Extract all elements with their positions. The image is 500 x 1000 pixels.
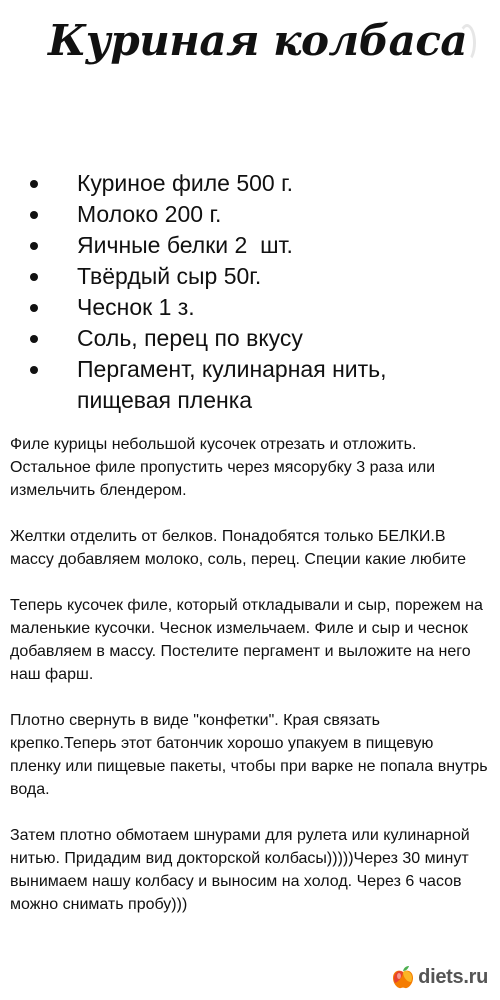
instruction-paragraph: Теперь кусочек филе, который откладывали и сыр, порежем на маленькие кусочки. Чеснок измельчаем. Филе и сыр и чеснок добавляем в массу. Постелите пергамент и выложите на него наш фарш. — [10, 597, 483, 683]
bullet-icon — [30, 273, 38, 281]
bullet-icon — [30, 211, 38, 219]
ingredient-text: Твёрдый сыр 50г. — [77, 263, 262, 289]
list-item — [0, 354, 500, 416]
bullet-icon — [30, 304, 38, 312]
ingredient-text: Чеснок 1 з. — [77, 294, 195, 320]
instructions — [10, 433, 488, 939]
cropped-letter-fragment — [458, 24, 476, 62]
ingredient-text: Молоко 200 г. — [77, 201, 222, 227]
instruction-paragraph: Филе курицы небольшой кусочек отрезать и отложить. Остальное филе пропустить через мясорубку 3 раза или измельчить блендером. — [10, 436, 436, 499]
bullet-icon — [30, 180, 38, 188]
list-item — [0, 199, 500, 230]
instruction-paragraph: Плотно свернуть в виде "конфетки". Края связать крепко.Теперь этот батончик хорошо упакуем в пищевую пленку или пищевые пакеты, чтобы при варке не попала внутрь вода. — [10, 712, 488, 798]
site-name: diets.ru — [418, 965, 488, 988]
list-item — [0, 261, 500, 292]
ingredient-text: Пергамент, кулинарная нить, пищевая пленка — [77, 356, 387, 413]
bullet-icon — [30, 366, 38, 374]
list-item — [0, 292, 500, 323]
bullet-icon — [30, 242, 38, 250]
page-title: Куриная колбаса — [48, 16, 468, 65]
list-item — [0, 323, 500, 354]
apple-icon — [390, 964, 416, 990]
list-item — [0, 230, 500, 261]
ingredients-list — [0, 168, 500, 416]
watermark — [390, 962, 488, 992]
bullet-icon — [30, 335, 38, 343]
instruction-paragraph: Желтки отделить от белков. Понадобятся только БЕЛКИ.В массу добавляем молоко, соль, перец. Специи какие любите — [10, 528, 466, 568]
list-item — [0, 168, 500, 199]
ingredient-text: Соль, перец по вкусу — [77, 325, 303, 351]
ingredient-text: Яичные белки 2 шт. — [77, 232, 293, 258]
instruction-paragraph: Затем плотно обмотаем шнурами для рулета или кулинарной нитью. Придадим вид докторской колбасы)))))Через 30 минут вынимаем нашу колбасу и выносим на холод. Через 6 часов можно снимать пробу))) — [10, 827, 470, 913]
ingredient-text: Куриное филе 500 г. — [77, 170, 294, 196]
